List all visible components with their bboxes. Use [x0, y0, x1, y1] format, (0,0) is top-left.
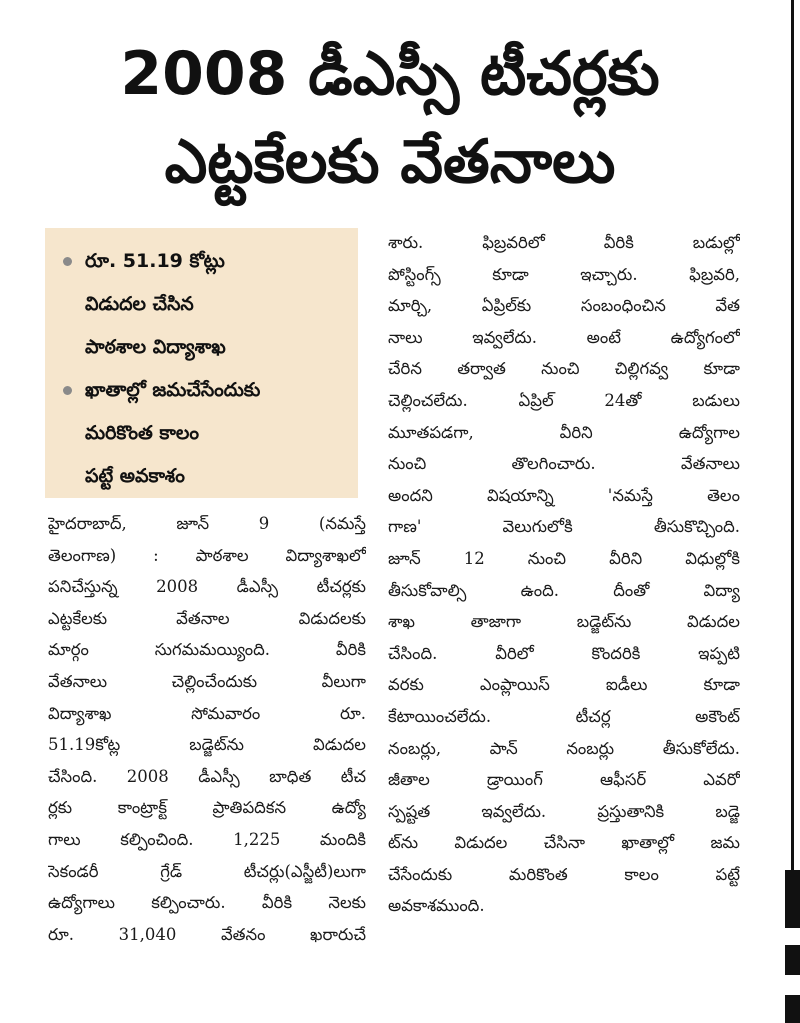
article-line: 51.19కోట్ల బడ్జెట్‌ను విడుదల — [48, 735, 366, 755]
highlights-box — [45, 228, 358, 498]
article-column-right — [388, 227, 740, 922]
highlight-line — [63, 326, 350, 369]
headline-line-1: 2008 డీఎస్సీ టీచర్లకు — [120, 39, 660, 109]
article-line: తీసుకోవాల్సి ఉంది. దీంతో విద్యా — [388, 580, 740, 600]
highlight-text: రూ. 51.19 కోట్లు — [85, 250, 225, 272]
highlight-text: మరికొంత కాలం — [85, 422, 199, 444]
article-line: శాఖ తాజాగా బడ్జెట్‌ను విడుదల — [388, 612, 740, 632]
article-line: ర్లకు కాంట్రాక్ట్ ప్రాతిపదికన ఉద్యో — [48, 798, 366, 818]
article-line: నాలు ఇవ్వలేదు. అంటే ఉద్యోగంలో — [388, 327, 740, 347]
border-line — [791, 0, 794, 870]
highlight-text: పట్టే అవకాశం — [85, 465, 185, 487]
article-line: జూన్ 12 నుంచి వీరిని విధుల్లోకి — [388, 548, 740, 568]
article-line: చేరిన తర్వాత నుంచి చిల్లిగవ్వ కూడా — [388, 359, 740, 379]
article-line: ఉద్యోగాలు కల్పించారు. వీరికి నెలకు — [48, 893, 366, 913]
headline — [30, 30, 750, 206]
article-line: పనిచేస్తున్న 2008 డీఎస్సీ టీచర్లకు — [48, 577, 366, 597]
article-line: రూ. 31,040 వేతనం ఖరారుచే — [48, 924, 366, 944]
article-line: ట్‌ను విడుదల చేసినా ఖాతాల్లో జమ — [388, 833, 740, 853]
article-line: తెలంగాణ) : పాఠశాల విద్యాశాఖలో — [48, 545, 366, 565]
article-line: ఎట్టకేలకు వేతనాల విడుదలకు — [48, 608, 366, 628]
article-column-left — [48, 508, 366, 950]
highlight-text: పాఠశాల విద్యాశాఖ — [85, 336, 226, 358]
highlight-bullet-item — [63, 240, 350, 283]
headline-line-2: ఎట్టకేలకు వేతనాలు — [164, 127, 616, 197]
article-line: నుంచి తొలగించారు. వేతనాలు — [388, 454, 740, 474]
article-line: వేతనాలు చెల్లించేందుకు వీలుగా — [48, 671, 366, 691]
border-block — [785, 945, 800, 975]
highlight-line — [63, 412, 350, 455]
article-line: సెకండరీ గ్రేడ్ టీచర్లు(ఎస్జీటీ)లుగా — [48, 861, 366, 881]
highlight-line — [63, 455, 350, 498]
article-line: వరకు ఎంప్లాయిస్ ఐడీలు కూడా — [388, 675, 740, 695]
page-edge-border — [785, 0, 800, 1023]
border-block — [785, 870, 800, 928]
article-line: కేటాయించలేదు. టీచర్ల అకౌంట్ — [388, 706, 740, 726]
article-line: చెల్లించలేదు. ఏప్రిల్ 24తో బడులు — [388, 390, 740, 410]
article-line: పోస్టింగ్స్ కూడా ఇచ్చారు. ఫిబ్రవరి, — [388, 264, 740, 284]
article-line: స్పష్టత ఇవ్వలేదు. ప్రస్తుతానికి బడ్జె — [388, 801, 740, 821]
article-line: అందని విషయాన్ని 'నమస్తే తెలం — [388, 485, 740, 505]
border-block — [785, 995, 800, 1023]
article-line: శారు. ఫిబ్రవరిలో వీరికి బడుల్లో — [388, 233, 740, 252]
article-line: మూతపడగా, వీరిని ఉద్యోగాల — [388, 422, 740, 442]
bullet-icon — [63, 257, 72, 266]
article-line: గాణ' వెలుగులోకి తీసుకొచ్చింది. — [388, 517, 740, 537]
article-line: చేసింది. వీరిలో కొందరికి ఇప్పటి — [388, 643, 740, 663]
article-line: చేసేందుకు మరికొంత కాలం పట్టే — [388, 864, 740, 884]
article-line: విద్యాశాఖ సోమవారం రూ. — [48, 703, 366, 723]
article-line: నంబర్లు, పాన్ నంబర్లు తీసుకోలేదు. — [388, 738, 740, 758]
article-line: గాలు కల్పించింది. 1,225 మందికి — [48, 829, 366, 849]
article-line: హైదరాబాద్, జూన్ 9 (నమస్తే — [48, 514, 366, 533]
highlight-bullet-item — [63, 369, 350, 412]
highlight-text: విడుదల చేసిన — [85, 293, 194, 315]
bullet-icon — [63, 386, 72, 395]
article-line: చేసింది. 2008 డీఎస్సీ బాధిత టీచ — [48, 766, 366, 786]
article-line: అవకాశముంది. — [388, 896, 485, 916]
article-line: మార్గం సుగమమయ్యింది. వీరికి — [48, 640, 366, 660]
highlight-line — [63, 283, 350, 326]
article-line: జీతాల డ్రాయింగ్ ఆఫీసర్ ఎవరో — [388, 770, 740, 790]
article-line: మార్చి, ఏప్రిల్‌కు సంబంధించిన వేత — [388, 296, 740, 316]
highlight-text: ఖాతాల్లో జమచేసేందుకు — [85, 379, 261, 401]
